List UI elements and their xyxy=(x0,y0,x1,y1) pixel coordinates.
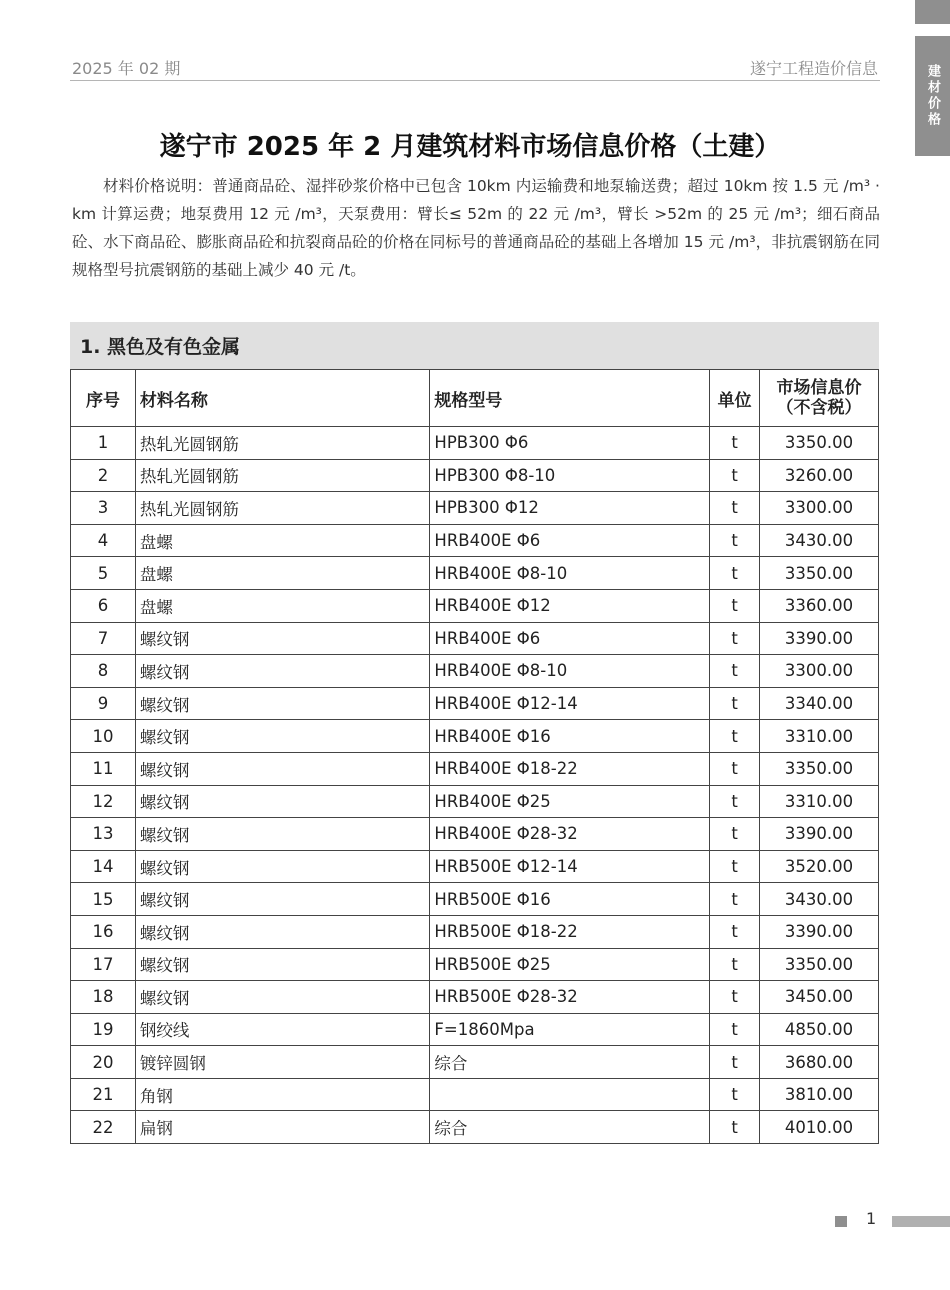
header-name: 材料名称 xyxy=(135,370,430,427)
cell-no: 18 xyxy=(71,981,136,1014)
cell-price: 3430.00 xyxy=(760,883,879,916)
table-row xyxy=(71,752,879,785)
section-header xyxy=(70,322,879,369)
table-row xyxy=(71,1013,879,1046)
cell-no: 4 xyxy=(71,524,136,557)
cell-unit: t xyxy=(710,850,760,883)
cell-spec: HRB400E Φ8-10 xyxy=(430,655,710,688)
header-unit: 单位 xyxy=(710,370,760,427)
cell-spec: HRB400E Φ6 xyxy=(430,524,710,557)
cell-spec: HRB500E Φ28-32 xyxy=(430,981,710,1014)
cell-price: 3310.00 xyxy=(760,785,879,818)
issue-label: 2025 年 02 期 xyxy=(72,59,181,78)
cell-price: 3430.00 xyxy=(760,524,879,557)
cell-unit: t xyxy=(710,915,760,948)
cell-name: 螺纹钢 xyxy=(135,915,430,948)
cell-name: 螺纹钢 xyxy=(135,720,430,753)
cell-spec: HRB400E Φ16 xyxy=(430,720,710,753)
cell-price: 3300.00 xyxy=(760,492,879,525)
cell-name: 扁钢 xyxy=(135,1111,430,1144)
cell-price: 3360.00 xyxy=(760,589,879,622)
header-price-line2: （不含税） xyxy=(776,398,862,418)
table-row xyxy=(71,981,879,1014)
cell-name: 盘螺 xyxy=(135,557,430,590)
cell-price: 3350.00 xyxy=(760,557,879,590)
cell-unit: t xyxy=(710,459,760,492)
cell-name: 螺纹钢 xyxy=(135,883,430,916)
cell-price: 3450.00 xyxy=(760,981,879,1014)
cell-no: 11 xyxy=(71,752,136,785)
page-number: 1 xyxy=(866,1209,877,1228)
cell-no: 9 xyxy=(71,687,136,720)
cell-price: 3310.00 xyxy=(760,720,879,753)
cell-spec: HRB400E Φ12-14 xyxy=(430,687,710,720)
cell-price: 3350.00 xyxy=(760,752,879,785)
cell-price: 3810.00 xyxy=(760,1078,879,1111)
cell-price: 3680.00 xyxy=(760,1046,879,1079)
cell-no: 16 xyxy=(71,915,136,948)
cell-spec: HRB400E Φ25 xyxy=(430,785,710,818)
cell-name: 螺纹钢 xyxy=(135,850,430,883)
footer-bar xyxy=(892,1216,950,1227)
cell-no: 17 xyxy=(71,948,136,981)
cell-no: 14 xyxy=(71,850,136,883)
cell-spec: HPB300 Φ6 xyxy=(430,427,710,460)
cell-name: 角钢 xyxy=(135,1078,430,1111)
cell-spec: HRB400E Φ18-22 xyxy=(430,752,710,785)
table-row xyxy=(71,459,879,492)
cell-name: 镀锌圆钢 xyxy=(135,1046,430,1079)
cell-spec xyxy=(430,1078,710,1111)
cell-price: 3340.00 xyxy=(760,687,879,720)
cell-unit: t xyxy=(710,785,760,818)
table-header-row xyxy=(71,370,879,427)
cell-no: 13 xyxy=(71,818,136,851)
cell-price: 4850.00 xyxy=(760,1013,879,1046)
cell-spec: 综合 xyxy=(430,1046,710,1079)
cell-name: 螺纹钢 xyxy=(135,981,430,1014)
cell-spec: HRB500E Φ12-14 xyxy=(430,850,710,883)
table-row xyxy=(71,1046,879,1079)
cell-price: 3390.00 xyxy=(760,818,879,851)
cell-no: 15 xyxy=(71,883,136,916)
cell-name: 钢绞线 xyxy=(135,1013,430,1046)
cell-spec: 综合 xyxy=(430,1111,710,1144)
cell-price: 3390.00 xyxy=(760,622,879,655)
cell-unit: t xyxy=(710,557,760,590)
cell-unit: t xyxy=(710,752,760,785)
cell-name: 螺纹钢 xyxy=(135,818,430,851)
cell-unit: t xyxy=(710,1111,760,1144)
cell-name: 螺纹钢 xyxy=(135,687,430,720)
cell-name: 盘螺 xyxy=(135,524,430,557)
cell-no: 7 xyxy=(71,622,136,655)
cell-name: 螺纹钢 xyxy=(135,622,430,655)
cell-unit: t xyxy=(710,589,760,622)
cell-name: 盘螺 xyxy=(135,589,430,622)
cell-unit: t xyxy=(710,981,760,1014)
table-row xyxy=(71,557,879,590)
table-row xyxy=(71,720,879,753)
table-row xyxy=(71,427,879,460)
cell-no: 21 xyxy=(71,1078,136,1111)
cell-price: 3350.00 xyxy=(760,427,879,460)
cell-price: 3520.00 xyxy=(760,850,879,883)
section-title: 1. 黑色及有色金属 xyxy=(80,336,241,358)
cell-unit: t xyxy=(710,720,760,753)
side-tab-label: 建材价格 xyxy=(925,64,940,128)
cell-name: 螺纹钢 xyxy=(135,655,430,688)
cell-unit: t xyxy=(710,818,760,851)
cell-unit: t xyxy=(710,655,760,688)
cell-spec: HRB500E Φ25 xyxy=(430,948,710,981)
cell-spec: F=1860Mpa xyxy=(430,1013,710,1046)
cell-name: 螺纹钢 xyxy=(135,752,430,785)
table-row xyxy=(71,850,879,883)
cell-no: 2 xyxy=(71,459,136,492)
table-row xyxy=(71,524,879,557)
cell-unit: t xyxy=(710,948,760,981)
cell-name: 热轧光圆钢筋 xyxy=(135,459,430,492)
cell-price: 3350.00 xyxy=(760,948,879,981)
table-row xyxy=(71,687,879,720)
cell-spec: HPB300 Φ8-10 xyxy=(430,459,710,492)
header-price xyxy=(760,370,879,427)
cell-name: 螺纹钢 xyxy=(135,785,430,818)
cell-unit: t xyxy=(710,524,760,557)
cell-no: 5 xyxy=(71,557,136,590)
table-row xyxy=(71,915,879,948)
header-no: 序号 xyxy=(71,370,136,427)
cell-no: 8 xyxy=(71,655,136,688)
cell-name: 热轧光圆钢筋 xyxy=(135,427,430,460)
cell-price: 4010.00 xyxy=(760,1111,879,1144)
cell-no: 22 xyxy=(71,1111,136,1144)
cell-no: 19 xyxy=(71,1013,136,1046)
cell-price: 3300.00 xyxy=(760,655,879,688)
cell-spec: HRB400E Φ28-32 xyxy=(430,818,710,851)
footer-square xyxy=(835,1216,847,1227)
cell-unit: t xyxy=(710,427,760,460)
cell-name: 热轧光圆钢筋 xyxy=(135,492,430,525)
cell-spec: HRB400E Φ6 xyxy=(430,622,710,655)
cell-price: 3260.00 xyxy=(760,459,879,492)
cell-spec: HRB400E Φ8-10 xyxy=(430,557,710,590)
cell-price: 3390.00 xyxy=(760,915,879,948)
cell-spec: HPB300 Φ12 xyxy=(430,492,710,525)
cell-no: 6 xyxy=(71,589,136,622)
side-tab-top xyxy=(915,0,950,24)
table-row xyxy=(71,492,879,525)
table-row xyxy=(71,785,879,818)
cell-spec: HRB500E Φ18-22 xyxy=(430,915,710,948)
cell-spec: HRB500E Φ16 xyxy=(430,883,710,916)
table-row xyxy=(71,655,879,688)
cell-unit: t xyxy=(710,883,760,916)
header-price-line1: 市场信息价 xyxy=(776,378,862,398)
table-row xyxy=(71,589,879,622)
cell-unit: t xyxy=(710,687,760,720)
table-row xyxy=(71,948,879,981)
cell-unit: t xyxy=(710,492,760,525)
table-row xyxy=(71,622,879,655)
table-row xyxy=(71,1111,879,1144)
cell-no: 12 xyxy=(71,785,136,818)
header-spec: 规格型号 xyxy=(430,370,710,427)
cell-no: 10 xyxy=(71,720,136,753)
cell-no: 3 xyxy=(71,492,136,525)
price-table xyxy=(70,369,879,1144)
cell-unit: t xyxy=(710,1046,760,1079)
cell-no: 20 xyxy=(71,1046,136,1079)
page-title: 遂宁市 2025 年 2 月建筑材料市场信息价格（土建） xyxy=(159,132,781,162)
cell-name: 螺纹钢 xyxy=(135,948,430,981)
table-row xyxy=(71,818,879,851)
cell-unit: t xyxy=(710,1078,760,1111)
cell-unit: t xyxy=(710,622,760,655)
header-divider xyxy=(70,80,880,81)
table-body xyxy=(71,427,879,1144)
table-row xyxy=(71,1078,879,1111)
cell-spec: HRB400E Φ12 xyxy=(430,589,710,622)
intro-paragraph: 材料价格说明：普通商品砼、湿拌砂浆价格中已包含 10km 内运输费和地泵输送费；超过 10km 按 1.5 元 /m³ · km 计算运费；地泵费用 12 元 /m³，天泵费用：臂长≤ 52m 的 22 元 /m³，臂长 >52m 的 25 元 /m³；细石商品砼、水下商品砼、膨胀商品砼和抗裂商品砼的价格在同标号的普通商品砼的基础上各增加 15 元 /m³，非抗震钢筋在同规格型号抗震钢筋的基础上减少 40 元 /t。 xyxy=(72,177,880,279)
table-row xyxy=(71,883,879,916)
cell-unit: t xyxy=(710,1013,760,1046)
cell-no: 1 xyxy=(71,427,136,460)
publication-name: 遂宁工程造价信息 xyxy=(749,59,878,78)
